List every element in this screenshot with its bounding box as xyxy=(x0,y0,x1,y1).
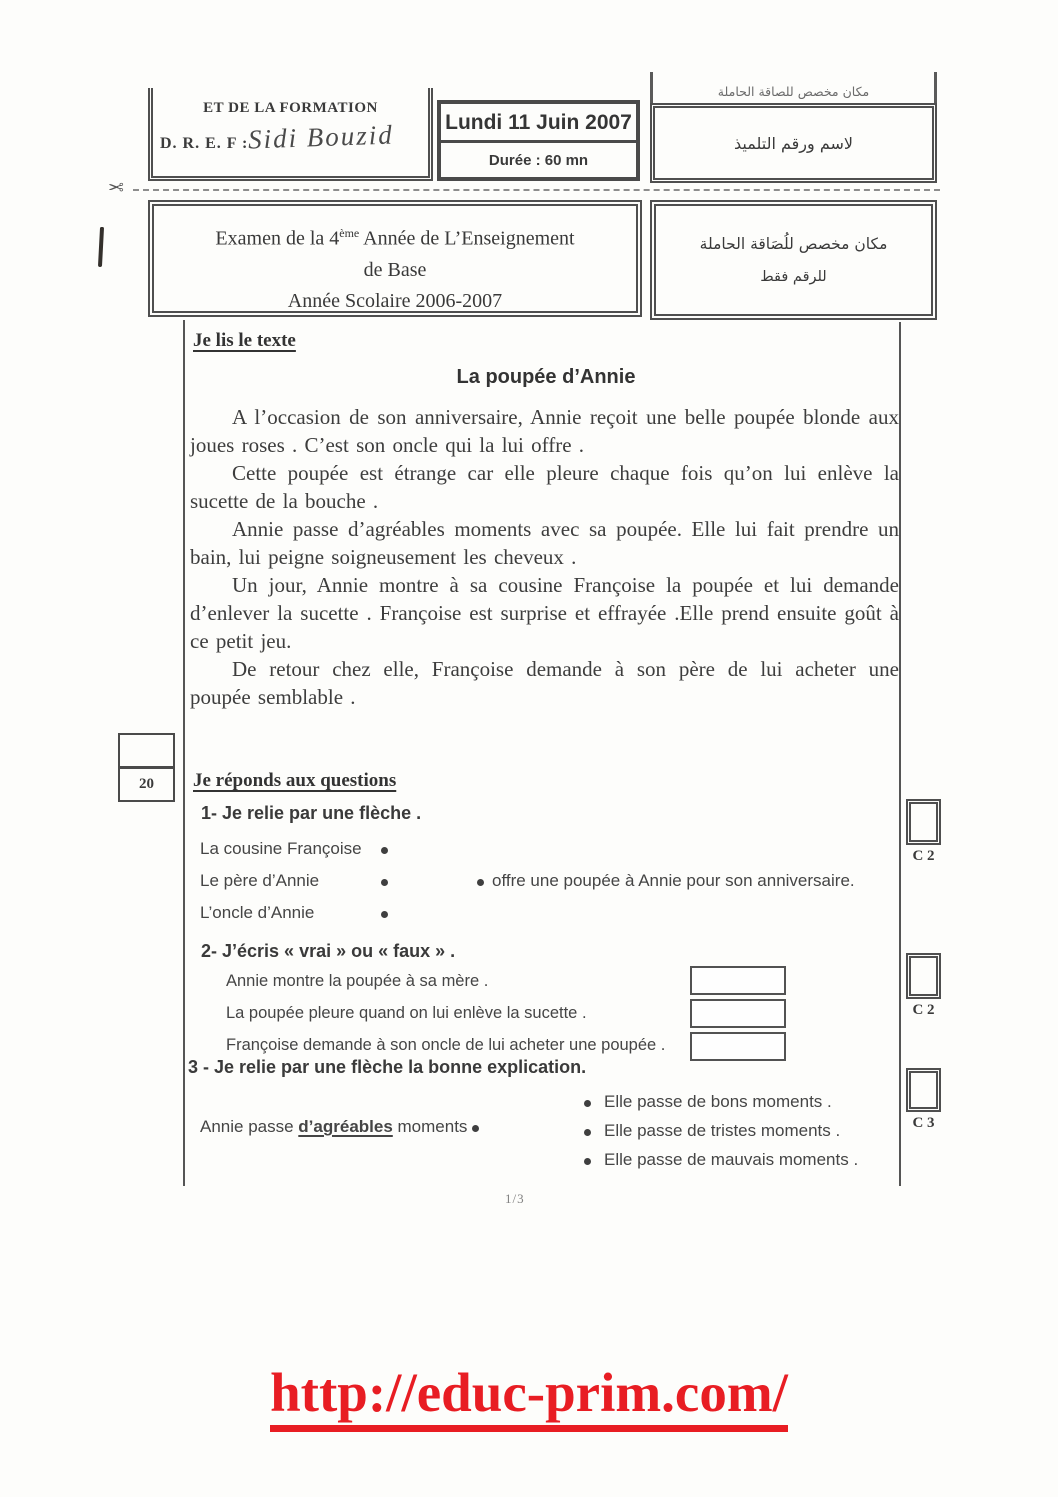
exam-date: Lundi 11 Juin 2007 xyxy=(441,104,636,143)
grade-box xyxy=(118,733,175,802)
q1-left-item: Le père d’Annie xyxy=(200,871,320,890)
formation-title: ET DE LA FORMATION xyxy=(203,100,378,116)
q3-left-item: Annie passe d’agréables moments xyxy=(200,1117,479,1137)
question-1-title: 1- Je relie par une flèche . xyxy=(201,803,422,823)
q2-answer-box xyxy=(690,1032,786,1061)
grade-box-empty-cell xyxy=(120,735,173,769)
ink-mark xyxy=(98,227,104,267)
arabic-name-number-box: لاسم ورقم التلميذ xyxy=(650,103,937,183)
q1-left-bullet xyxy=(381,847,388,854)
competency-label: C 3 xyxy=(912,1115,935,1131)
footer-url-text: http://educ-prim.com/ xyxy=(270,1362,788,1432)
competency-label: C 2 xyxy=(912,848,935,864)
q3-left-bullet xyxy=(472,1125,479,1132)
dashed-cut-line xyxy=(133,189,940,191)
reading-section-title: Je lis le texte xyxy=(193,330,296,351)
exam-duration: Durée : 60 mn xyxy=(488,152,589,169)
q2-answer-box xyxy=(690,966,786,995)
q3-option-bullet xyxy=(584,1158,591,1165)
arabic-number-box-line2: للرقم فقط xyxy=(760,269,827,285)
q1-right-item: offre une poupée à Annie pour son anniversaire. xyxy=(492,871,855,890)
competency-box-c3 xyxy=(906,1068,941,1112)
competency-label: C 2 xyxy=(912,1002,935,1018)
question-3-title: 3 - Je relie par une flèche la bonne explication. xyxy=(188,1057,587,1077)
q3-option: Elle passe de tristes moments . xyxy=(604,1121,841,1140)
q1-left-item: La cousine Françoise xyxy=(200,839,362,858)
arabic-sticker-label-cut: مكان مخصص للصاقة الحاملة xyxy=(717,84,870,99)
content-left-border xyxy=(183,320,185,1186)
q3-option: Elle passe de mauvais moments . xyxy=(604,1150,859,1169)
q3-option: Elle passe de bons moments . xyxy=(604,1092,832,1111)
q1-left-item: L’oncle d’Annie xyxy=(200,903,315,922)
q1-left-bullet xyxy=(381,911,388,918)
paragraph: De retour chez elle, Françoise demande à son père de lui acheter une poupée semblable . xyxy=(190,657,899,709)
arabic-number-only-box xyxy=(650,200,937,320)
arabic-number-box-line1: مكان مخصص للُصَاقة الحاملة xyxy=(699,235,888,253)
dref-handwritten-value: Sidi Bouzid xyxy=(247,119,395,155)
q2-answer-box xyxy=(690,999,786,1028)
competency-box-c2 xyxy=(906,953,941,999)
q2-statement: Annie montre la poupée à sa mère . xyxy=(226,972,489,990)
content-right-border xyxy=(899,322,901,1186)
exam-title-box xyxy=(148,200,642,317)
grade-max-score: 20 xyxy=(139,776,154,792)
paragraph: Un jour, Annie montre à sa cousine Françoise la poupée et lui demande d’enlever la sucette . Françoise est surprise et effrayée .Elle prend ensuite goût à ce petit jeu. xyxy=(190,573,899,653)
page-number: 1/3 xyxy=(505,1191,525,1206)
competency-box-c2 xyxy=(906,799,941,845)
questions-section-title: Je réponds aux questions xyxy=(193,770,397,791)
reading-text-title: La poupée d’Annie xyxy=(456,366,636,388)
q1-right-bullet xyxy=(477,879,484,886)
q2-statement: La poupée pleure quand on lui enlève la sucette . xyxy=(226,1004,587,1022)
footer-url xyxy=(0,1362,1058,1432)
date-duration-box xyxy=(437,100,640,181)
q3-option-bullet xyxy=(584,1129,591,1136)
scissors-icon: ✂ xyxy=(108,177,124,199)
exam-title-line3: Année Scolaire 2006-2007 xyxy=(287,289,503,312)
q2-statement: Françoise demande à son oncle de lui acheter une poupée . xyxy=(226,1036,666,1054)
exam-title-line2: de Base xyxy=(363,258,427,281)
dref-label: D. R. E. F : xyxy=(160,135,249,152)
q1-left-bullet xyxy=(381,879,388,886)
paragraph: A l’occasion de son anniversaire, Annie reçoit une belle poupée blonde aux joues roses . C’est son oncle qui la lui offre . xyxy=(190,405,899,457)
q3-option-bullet xyxy=(584,1100,591,1107)
paragraph: Cette poupée est étrange car elle pleure chaque fois qu’on lui enlève la sucette de la bouche . xyxy=(190,461,899,513)
reading-text xyxy=(190,403,899,711)
paragraph: Annie passe d’agréables moments avec sa poupée. Elle lui fait prendre un bain, lui peigne soigneusement les cheveux . xyxy=(190,517,899,569)
question-2-title: 2- J’écris « vrai » ou « faux » . xyxy=(201,941,456,961)
exam-title-line1: Examen de la 4ème Année de L’Enseignement xyxy=(215,226,575,250)
